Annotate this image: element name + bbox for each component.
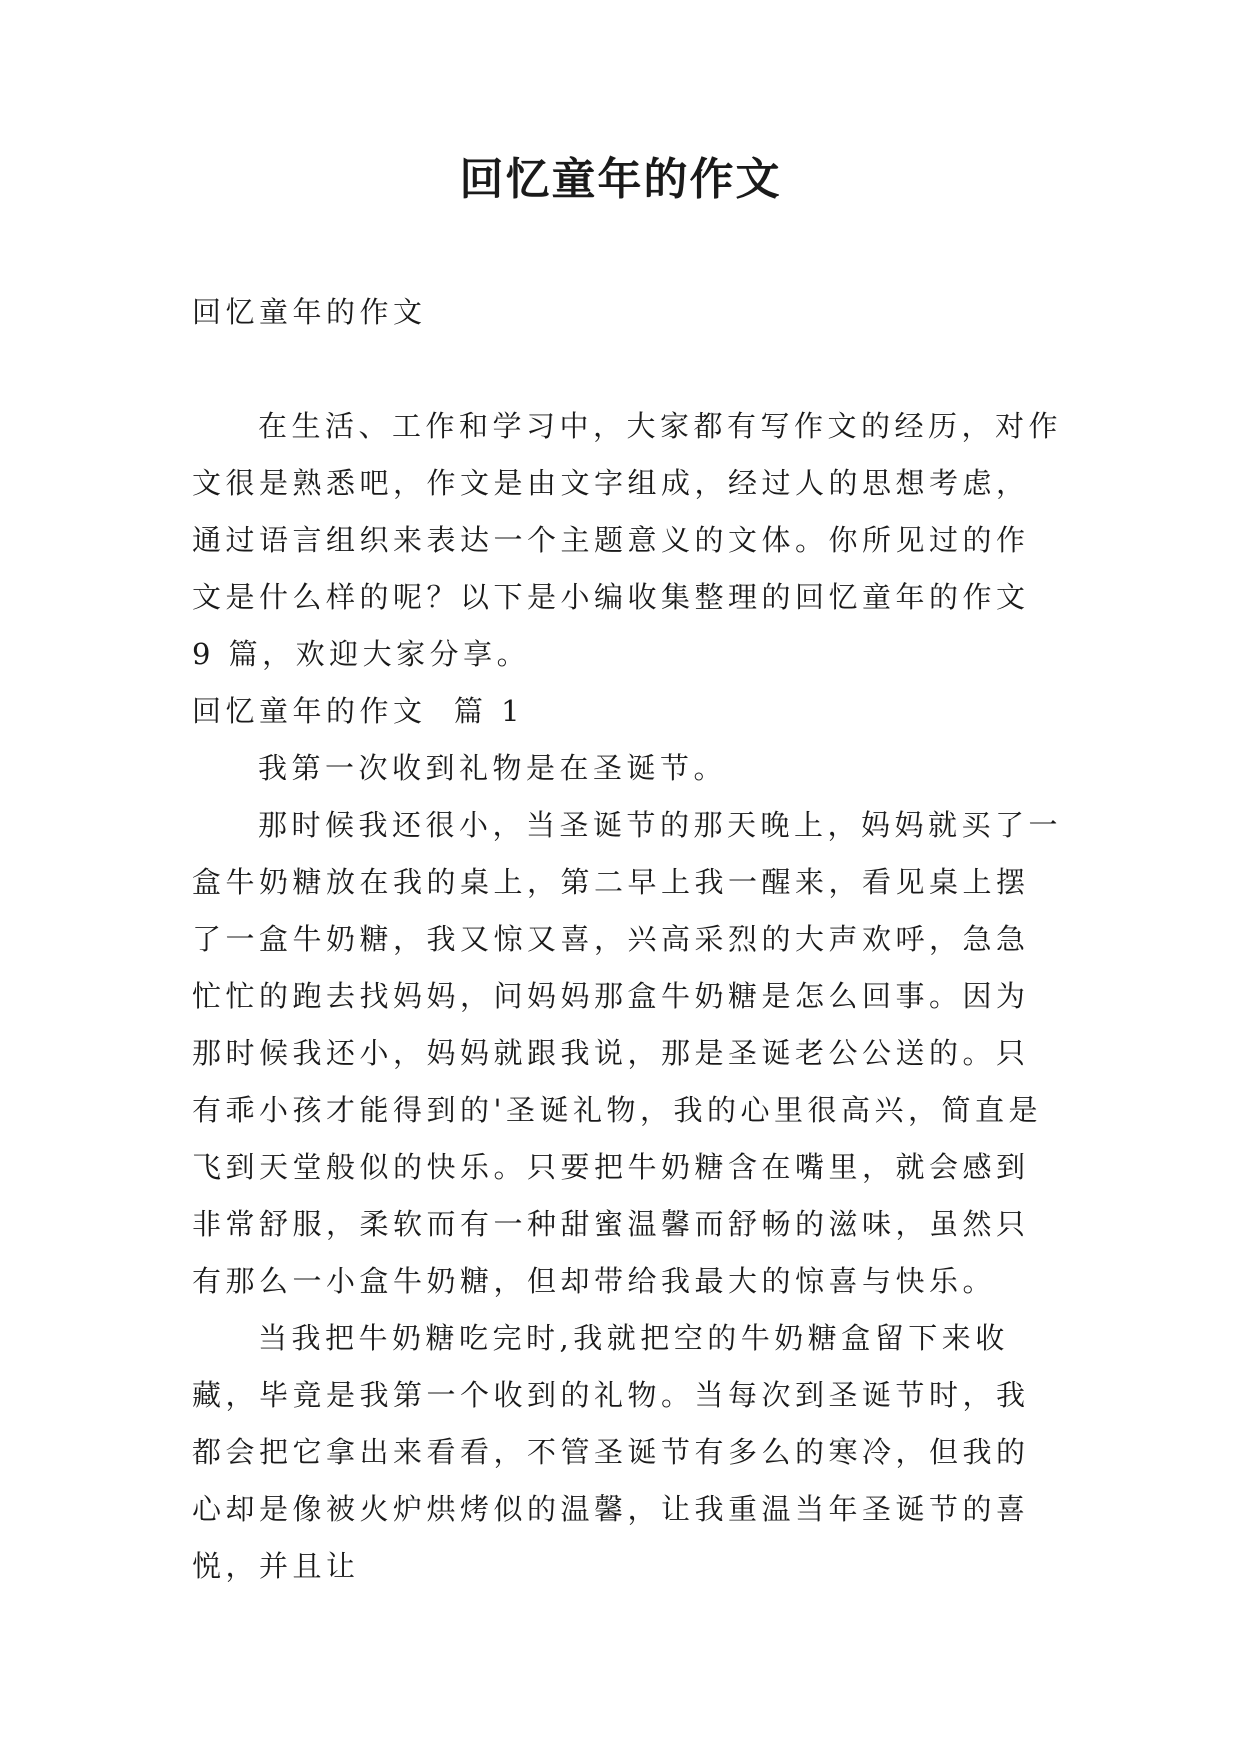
body-paragraph-3: 当我把牛奶糖吃完时,我就把空的牛奶糖盒留下来收藏，毕竟是我第一个收到的礼物。当每次到圣诞节时，我都会把它拿出来看看，不管圣诞节有多么的寒冷，但我的心却是像被火炉烘烤似的温馨，让我重温当年圣诞节的喜悦，并且让 (192, 1321, 1030, 1583)
document-subtitle: 回忆童年的作文 (192, 295, 427, 329)
body-paragraph-2: 那时候我还很小，当圣诞节的那天晚上，妈妈就买了一盒牛奶糖放在我的桌上，第二早上我一醒来，看见桌上摆了一盒牛奶糖，我又惊又喜，兴高采烈的大声欢呼，急急忙忙的跑去找妈妈，问妈妈那盒牛奶糖是怎么回事。因为那时候我还小，妈妈就跟我说，那是圣诞老公公送的。只有乖小孩才能得到的'圣诞礼物，我的心里很高兴，简直是飞到天堂般似的快乐。只要把牛奶糖含在嘴里，就会感到非常舒服，柔软而有一种甜蜜温馨而舒畅的滋味，虽然只有那么一小盒牛奶糖，但却带给我最大的惊喜与快乐。 (192, 808, 1063, 1298)
document-body (192, 284, 1062, 1595)
section-heading: 回忆童年的作文 篇 1 (192, 694, 525, 728)
body-paragraph-1: 我第一次收到礼物是在圣诞节。 (258, 751, 728, 785)
intro-paragraph: 在生活、工作和学习中，大家都有写作文的经历，对作文很是熟悉吧，作文是由文字组成，经过人的思想考虑，通过语言组织来表达一个主题意义的文体。你所见过的作文是什么样的呢？以下是小编收集整理的回忆童年的作文 9 篇，欢迎大家分享。 (192, 409, 1063, 671)
document-title: 回忆童年的作文 (459, 154, 782, 205)
